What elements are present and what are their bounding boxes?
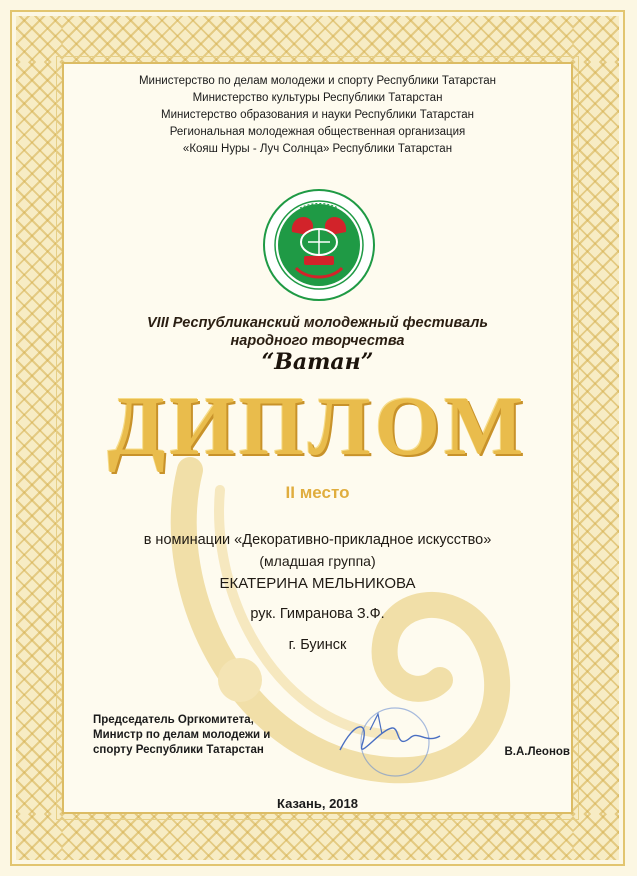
- signer-position: [93, 713, 293, 758]
- diploma-heading: ДИПЛОМ: [107, 380, 528, 473]
- nomination-text: в номинации «Декоративно-прикладное искусство»: [143, 532, 492, 548]
- age-group: (младшая группа): [259, 553, 376, 569]
- place-and-year: Казань, 2018: [277, 796, 358, 811]
- festival-title: [80, 314, 555, 350]
- issuer-line: «Кояш Нуры - Луч Солнца» Республики Татарстан: [182, 143, 453, 155]
- issuer-line: Министерство образования и науки Республики Татарстан: [161, 109, 474, 121]
- festival-title-line: народного творчества: [230, 333, 405, 349]
- signature-stamp-icon: [300, 700, 480, 780]
- festival-title-line: VIII Республиканский молодежный фестиваль: [147, 315, 488, 331]
- issuers-block: [80, 73, 555, 158]
- festival-name: “Ватан”: [261, 349, 374, 375]
- signer-position-line: Министр по делам молодежи и: [93, 729, 271, 741]
- issuer-line: Региональная молодежная общественная организация: [169, 126, 466, 138]
- issuer-line: Министерство по делам молодежи и спорту Республики Татарстан: [138, 75, 497, 87]
- signer-position-line: Председатель Оргкомитета,: [93, 714, 254, 726]
- signer-position-line: спорту Республики Татарстан: [93, 744, 264, 756]
- award-place: II место: [285, 483, 350, 502]
- issuer-line: Министерство культуры Республики Татарстан: [192, 92, 443, 104]
- city-name: г. Буинск: [288, 637, 347, 653]
- festival-emblem-icon: [262, 188, 376, 302]
- recipient-name: ЕКАТЕРИНА МЕЛЬНИКОВА: [219, 575, 416, 592]
- leader-name: рук. Гимранова З.Ф.: [250, 606, 385, 622]
- signer-name: В.А.Леонов: [504, 746, 570, 758]
